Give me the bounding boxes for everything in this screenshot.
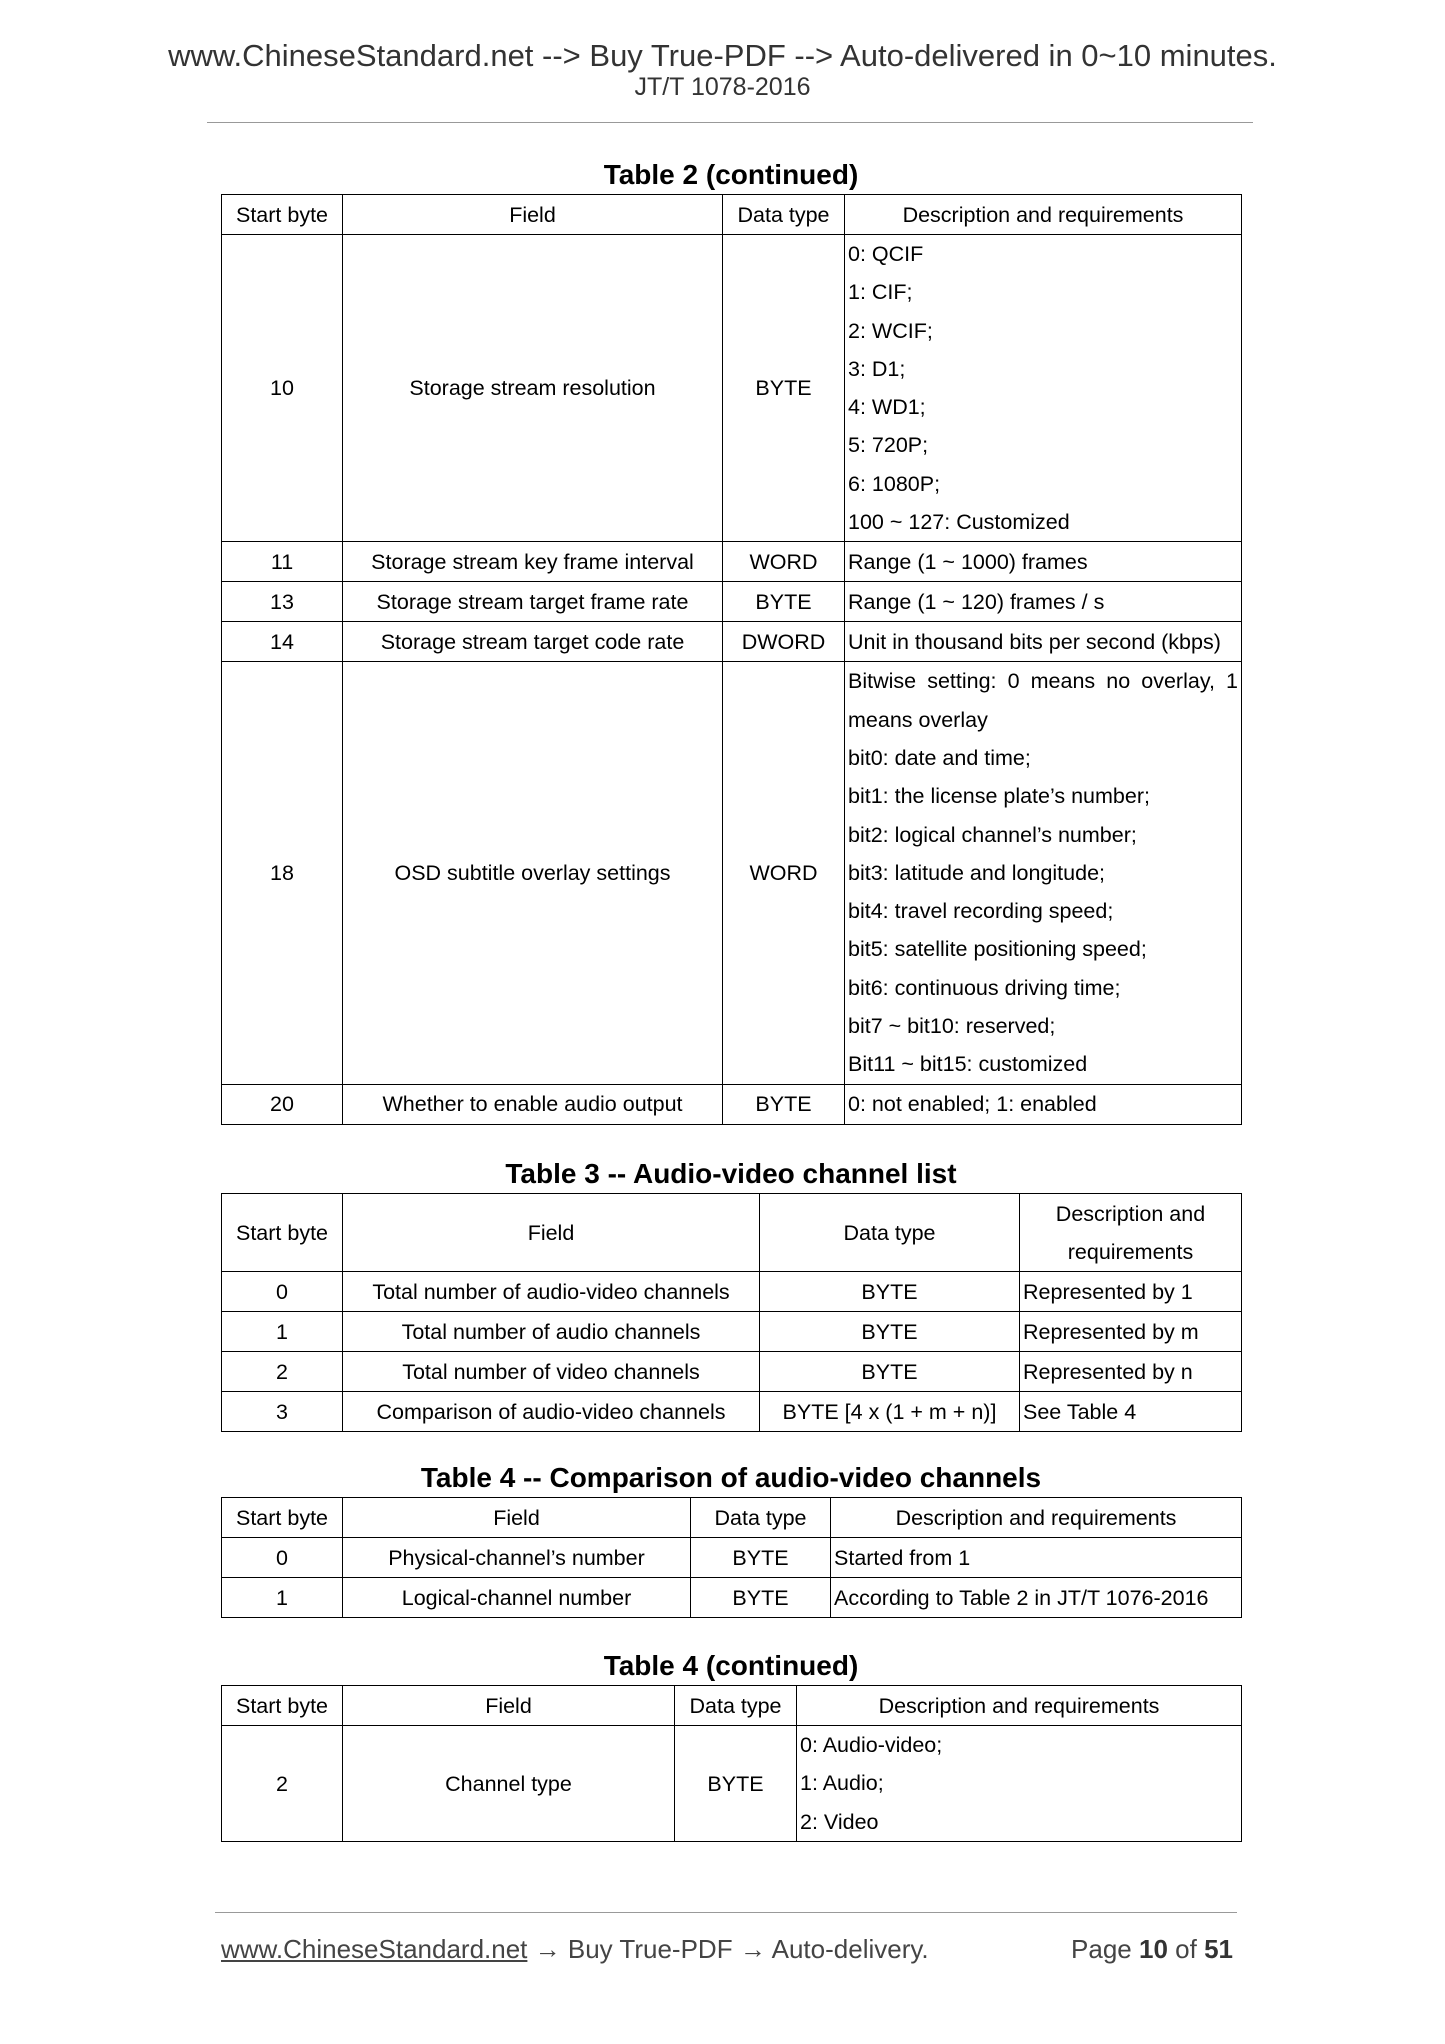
cell-field: Storage stream target frame rate [343, 582, 723, 622]
desc-line: bit2: logical channel’s number; [848, 822, 1137, 847]
header-start-byte: Start byte [222, 195, 343, 235]
cell-field: Logical-channel number [343, 1578, 691, 1618]
footer-divider [215, 1912, 1237, 1913]
header-field: Field [343, 1686, 675, 1726]
cell-start-byte: 1 [222, 1312, 343, 1352]
desc-line: bit3: latitude and longitude; [848, 860, 1106, 885]
cell-data-type: BYTE [4 x (1 + m + n)] [760, 1392, 1020, 1432]
desc-line: bit0: date and time; [848, 745, 1031, 770]
table-row [222, 1538, 1242, 1578]
cell-field: Channel type [343, 1726, 675, 1842]
desc-line: 2: WCIF; [848, 318, 933, 343]
footer-links [221, 1932, 929, 1966]
cell-description: Represented by n [1020, 1352, 1242, 1392]
header-start-byte: Start byte [222, 1686, 343, 1726]
cell-data-type: BYTE [691, 1578, 831, 1618]
table-row [222, 1578, 1242, 1618]
desc-line: bit4: travel recording speed; [848, 899, 1114, 924]
header-data-type: Data type [760, 1194, 1020, 1272]
header-data-type: Data type [675, 1686, 797, 1726]
cell-data-type: BYTE [723, 235, 845, 542]
footer-auto-text: Auto-delivery. [771, 1934, 929, 1964]
desc-line: bit7 ~ bit10: reserved; [848, 1014, 1056, 1039]
table-row [222, 1084, 1242, 1124]
cell-data-type: BYTE [760, 1312, 1020, 1352]
cell-data-type: BYTE [675, 1726, 797, 1842]
table-row [222, 1726, 1242, 1842]
desc-line: 6: 1080P; [848, 471, 941, 496]
header-field: Field [343, 1498, 691, 1538]
desc-line: 2: Video [800, 1809, 879, 1834]
table-row [222, 1312, 1242, 1352]
cell-start-byte: 3 [222, 1392, 343, 1432]
cell-data-type: WORD [723, 662, 845, 1084]
header-description: Description and requirements [797, 1686, 1242, 1726]
cell-field: Storage stream resolution [343, 235, 723, 542]
cell-description [797, 1726, 1242, 1842]
table3 [221, 1193, 1242, 1432]
cell-field: Comparison of audio-video channels [343, 1392, 760, 1432]
cell-field: OSD subtitle overlay settings [343, 662, 723, 1084]
arrow-right-icon: → [534, 1934, 561, 1964]
table4-continued-caption: Table 4 (continued) [603, 1650, 859, 1681]
cell-description: See Table 4 [1020, 1392, 1242, 1432]
cell-start-byte: 14 [222, 622, 343, 662]
cell-data-type: BYTE [723, 1084, 845, 1124]
table2-continued-caption: Table 2 (continued) [603, 159, 859, 190]
header-start-byte: Start byte [222, 1194, 343, 1272]
cell-description: Started from 1 [831, 1538, 1242, 1578]
cell-description: Represented by 1 [1020, 1272, 1242, 1312]
cell-description [845, 235, 1242, 542]
cell-field: Storage stream key frame interval [343, 542, 723, 582]
cell-field: Total number of video channels [343, 1352, 760, 1392]
page-total: 51 [1204, 1934, 1233, 1964]
desc-line: bit1: the license plate’s number; [848, 784, 1150, 809]
desc-line: 1: CIF; [848, 280, 913, 305]
table3-caption: Table 3 -- Audio-video channel list [505, 1158, 957, 1189]
table-row [222, 622, 1242, 662]
of-label: of [1175, 1934, 1197, 1964]
cell-description [845, 662, 1242, 1084]
cell-data-type: WORD [723, 542, 845, 582]
table-row [222, 582, 1242, 622]
cell-field: Total number of audio-video channels [343, 1272, 760, 1312]
cell-description: Range (1 ~ 120) frames / s [845, 582, 1242, 622]
header-data-type: Data type [723, 195, 845, 235]
cell-field: Whether to enable audio output [343, 1084, 723, 1124]
table-header-row [222, 1686, 1242, 1726]
table-row [222, 1352, 1242, 1392]
cell-data-type: BYTE [760, 1352, 1020, 1392]
desc-line: 3: D1; [848, 356, 906, 381]
desc-line: Bit11 ~ bit15: customized [848, 1052, 1088, 1077]
header-field: Field [343, 1194, 760, 1272]
table-header-row [222, 1498, 1242, 1538]
standard-code: JT/T 1078-2016 [634, 73, 811, 101]
desc-line: 5: 720P; [848, 433, 929, 458]
header-field: Field [343, 195, 723, 235]
table-header-row [222, 195, 1242, 235]
cell-field: Storage stream target code rate [343, 622, 723, 662]
cell-description: According to Table 2 in JT/T 1076-2016 [831, 1578, 1242, 1618]
desc-line: 4: WD1; [848, 395, 926, 420]
desc-line: bit6: continuous driving time; [848, 975, 1121, 1000]
cell-field: Physical-channel’s number [343, 1538, 691, 1578]
header-data-type: Data type [691, 1498, 831, 1538]
cell-description: Unit in thousand bits per second (kbps) [845, 622, 1242, 662]
cell-description: Represented by m [1020, 1312, 1242, 1352]
top-banner: www.ChineseStandard.net --> Buy True-PDF --> Auto-delivered in 0~10 minutes. [168, 38, 1277, 73]
page-indicator [1071, 1932, 1233, 1966]
header-divider [207, 122, 1253, 123]
table-header-row [222, 1194, 1242, 1272]
cell-start-byte: 0 [222, 1272, 343, 1312]
cell-start-byte: 13 [222, 582, 343, 622]
cell-data-type: DWORD [723, 622, 845, 662]
header-description: Description and requirements [831, 1498, 1242, 1538]
cell-start-byte: 2 [222, 1352, 343, 1392]
cell-description: Range (1 ~ 1000) frames [845, 542, 1242, 582]
page-label: Page [1071, 1934, 1132, 1964]
desc-line: 0: QCIF [848, 242, 924, 266]
arrow-right-icon: → [739, 1934, 766, 1964]
cell-start-byte: 1 [222, 1578, 343, 1618]
table4-continued [221, 1685, 1242, 1842]
cell-start-byte: 0 [222, 1538, 343, 1578]
cell-data-type: BYTE [760, 1272, 1020, 1312]
desc-line: 0: Audio-video; [800, 1733, 943, 1758]
cell-data-type: BYTE [691, 1538, 831, 1578]
table4-caption: Table 4 -- Comparison of audio-video channels [420, 1462, 1042, 1493]
cell-field: Total number of audio channels [343, 1312, 760, 1352]
header-description: Description and requirements [845, 195, 1242, 235]
table-row [222, 235, 1242, 542]
cell-start-byte: 10 [222, 235, 343, 542]
cell-start-byte: 18 [222, 662, 343, 1084]
cell-description: 0: not enabled; 1: enabled [845, 1084, 1242, 1124]
header-description: Description and requirements [1020, 1194, 1242, 1272]
footer-buy-text: Buy True-PDF [567, 1934, 733, 1964]
table-row [222, 662, 1242, 1084]
footer-site-link[interactable]: www.ChineseStandard.net [221, 1934, 528, 1964]
table4 [221, 1497, 1242, 1618]
cell-start-byte: 2 [222, 1726, 343, 1842]
table2-continued [221, 194, 1242, 1125]
header-start-byte: Start byte [222, 1498, 343, 1538]
table-row [222, 1392, 1242, 1432]
desc-intro: Bitwise setting: 0 means no overlay, 1 means overlay [848, 669, 1238, 732]
cell-data-type: BYTE [723, 582, 845, 622]
table-row [222, 1272, 1242, 1312]
desc-line: bit5: satellite positioning speed; [848, 937, 1147, 962]
cell-start-byte: 11 [222, 542, 343, 582]
table-row [222, 542, 1242, 582]
desc-line: 100 ~ 127: Customized [848, 510, 1070, 535]
page-number: 10 [1139, 1934, 1168, 1964]
desc-line: 1: Audio; [800, 1771, 884, 1796]
cell-start-byte: 20 [222, 1084, 343, 1124]
